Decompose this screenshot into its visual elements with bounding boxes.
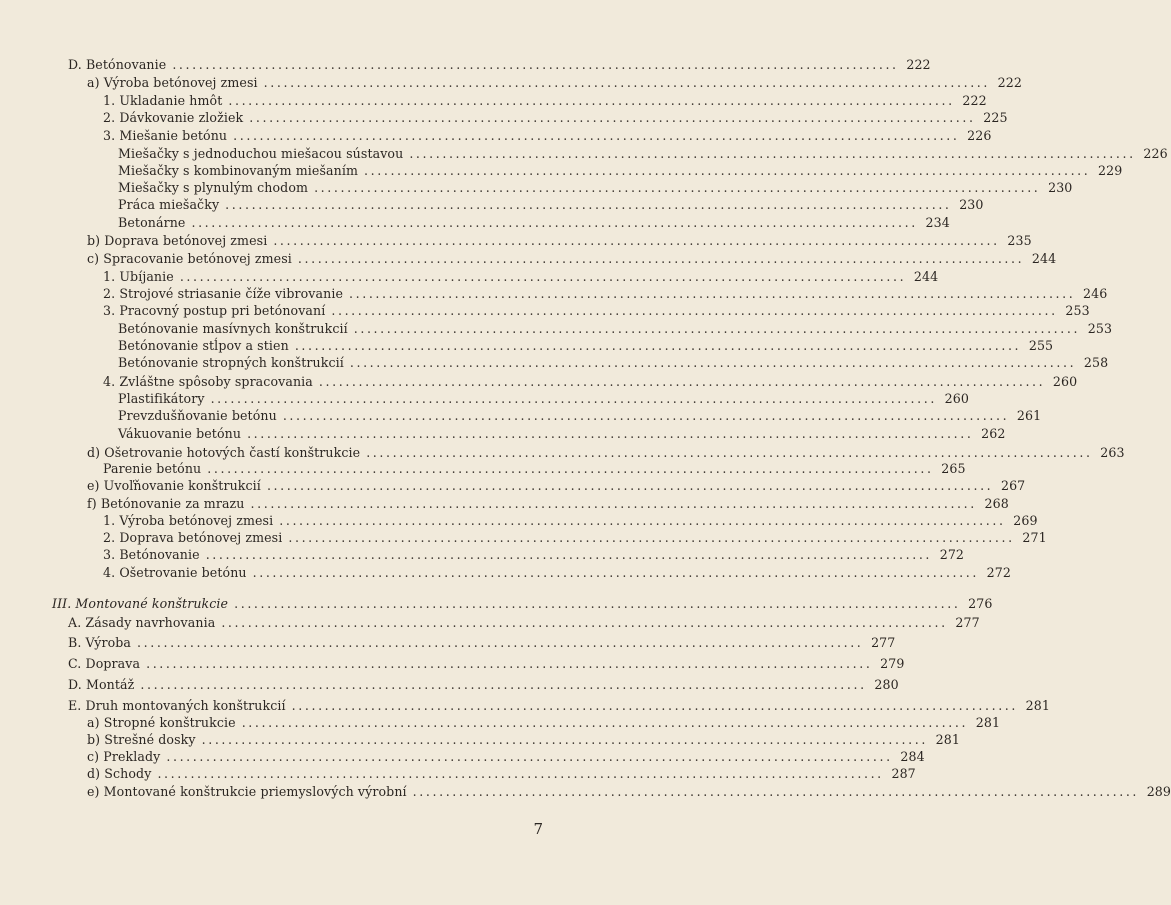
toc-entry-page: 280 <box>874 677 899 692</box>
toc-entry-page: 229 <box>1098 163 1123 178</box>
toc-entry-title: D. Betónovanie <box>68 57 167 72</box>
toc-entry-page: 246 <box>1083 286 1108 301</box>
page-number: 7 <box>533 820 543 838</box>
toc-entry-page: 284 <box>900 749 925 764</box>
toc-entry-page: 265 <box>941 461 966 476</box>
toc-entry <box>87 714 1001 731</box>
toc-entry-page: 267 <box>1000 478 1026 493</box>
toc-entry-title: C. Doprava <box>68 656 141 671</box>
toc-entry-title: Miešačky s kombinovaným miešaním <box>118 163 359 178</box>
leader-dots: .............................................................................................................. <box>294 338 1022 353</box>
leader-dots: .............................................................................................................. <box>157 766 884 781</box>
toc-entry-title: 1. Ukladanie hmôt <box>103 93 223 108</box>
toc-entry <box>118 145 1168 162</box>
toc-entry-title: 1. Výroba betónovej zmesi <box>103 513 274 528</box>
toc-entry <box>68 697 1051 714</box>
toc-entry <box>103 460 966 477</box>
toc-entry-page: 272 <box>939 547 965 562</box>
toc-entry-page: 271 <box>1022 530 1047 545</box>
leader-dots: .............................................................................................................. <box>146 656 873 671</box>
toc-entry-page: 244 <box>1031 251 1057 266</box>
leader-dots: .............................................................................................................. <box>282 408 1010 423</box>
leader-dots: .............................................................................................................. <box>233 128 960 143</box>
toc-entry-page: 281 <box>1025 698 1051 713</box>
toc-entry-page: 222 <box>997 75 1023 90</box>
toc-entry <box>87 74 1023 91</box>
leader-dots: .............................................................................................................. <box>228 93 955 108</box>
toc-entry <box>52 595 993 612</box>
toc-entry-page: 289 <box>1146 784 1171 799</box>
toc-entry-title: 2. Dávkovanie zložiek <box>103 110 244 125</box>
leader-dots: .............................................................................................................. <box>207 461 934 476</box>
leader-dots: .............................................................................................................. <box>166 749 893 764</box>
leader-dots: .............................................................................................................. <box>353 321 1081 336</box>
toc-entry-page: 279 <box>880 656 905 671</box>
toc-entry <box>87 495 1009 512</box>
toc-entry-title: Miešačky s plynulým chodom <box>118 180 309 195</box>
leader-dots: .............................................................................................................. <box>291 698 1019 713</box>
toc-entry <box>118 214 950 231</box>
toc-entry-title: a) Výroba betónovej zmesi <box>87 75 258 90</box>
toc-entry <box>118 407 1042 424</box>
toc-entry-page: 287 <box>891 766 916 781</box>
toc-entry-page: 262 <box>981 426 1006 441</box>
toc-entry <box>118 162 1123 179</box>
toc-entry <box>68 655 905 672</box>
leader-dots: .............................................................................................................. <box>249 110 976 125</box>
leader-dots: .............................................................................................................. <box>263 75 991 90</box>
leader-dots: .............................................................................................................. <box>205 547 933 562</box>
toc-entry <box>68 614 980 631</box>
toc-entry <box>87 477 1026 494</box>
toc-entry <box>118 337 1054 354</box>
leader-dots: .............................................................................................................. <box>241 715 969 730</box>
leader-dots: .............................................................................................................. <box>191 215 918 230</box>
toc-entry-page: 253 <box>1065 303 1090 318</box>
toc-entry-title: Práca miešačky <box>118 197 220 212</box>
toc-entry-page: 281 <box>935 732 960 747</box>
toc-entry-page: 277 <box>955 615 980 630</box>
leader-dots: .............................................................................................................. <box>331 303 1058 318</box>
toc-entry-page: 269 <box>1013 513 1038 528</box>
toc-entry-page: 234 <box>925 215 950 230</box>
toc-entry-page: 260 <box>1052 374 1078 389</box>
toc-entry <box>103 268 939 285</box>
toc-entry-title: Plastifikátory <box>118 391 205 406</box>
toc-entry-title: e) Montované konštrukcie priemyslových výrobní <box>87 784 407 799</box>
toc-entry-title: 2. Doprava betónovej zmesi <box>103 530 283 545</box>
toc-entry-title: D. Montáž <box>68 677 135 692</box>
leader-dots: .............................................................................................................. <box>234 596 961 611</box>
toc-entry-page: 226 <box>967 128 992 143</box>
leader-dots: .............................................................................................................. <box>252 565 979 580</box>
toc-entry-title: 2. Strojové striasanie číže vibrovanie <box>103 286 344 301</box>
toc-entry-title: 4. Ošetrovanie betónu <box>103 565 247 580</box>
leader-dots: .............................................................................................................. <box>266 478 994 493</box>
toc-entry-title: Miešačky s jednoduchou miešacou sústavou <box>118 146 404 161</box>
toc-entry <box>103 92 987 109</box>
leader-dots: .............................................................................................................. <box>250 496 977 511</box>
toc-entry <box>118 425 1006 442</box>
toc-entry <box>103 373 1078 390</box>
toc-entry <box>87 765 916 782</box>
toc-entry <box>103 546 965 563</box>
toc-entry <box>118 179 1073 196</box>
toc-entry-page: 263 <box>1100 445 1125 460</box>
leader-dots: .............................................................................................................. <box>314 180 1041 195</box>
toc-entry <box>87 748 925 765</box>
leader-dots: .............................................................................................................. <box>140 677 867 692</box>
toc-entry-title: d) Schody <box>87 766 152 781</box>
toc-entry <box>103 529 1047 546</box>
toc-entry <box>118 196 984 213</box>
toc-entry <box>103 109 1008 126</box>
toc-entry <box>87 731 960 748</box>
toc-entry <box>103 512 1038 529</box>
toc-entry-title: 3. Betónovanie <box>103 547 200 562</box>
leader-dots: .............................................................................................................. <box>137 635 864 650</box>
toc-entry-title: 3. Pracovný postup pri betónovaní <box>103 303 326 318</box>
toc-entry-title: f) Betónovanie za mrazu <box>87 496 245 511</box>
toc-entry-title: Betónovanie stropných konštrukcií <box>118 355 344 370</box>
toc-entry <box>118 390 969 407</box>
toc-entry-title: A. Zásady navrhovania <box>68 615 216 630</box>
leader-dots: .............................................................................................................. <box>288 530 1015 545</box>
toc-entry-page: 230 <box>1048 180 1073 195</box>
toc-entry-title: Prevzdušňovanie betónu <box>118 408 277 423</box>
toc-entry-title: c) Preklady <box>87 749 161 764</box>
leader-dots: .............................................................................................................. <box>412 784 1140 799</box>
leader-dots: .............................................................................................................. <box>297 251 1025 266</box>
toc-entry <box>103 127 992 144</box>
toc-entry-title: e) Uvoľňovanie konštrukcií <box>87 478 261 493</box>
toc-entry-title: 4. Zvláštne spôsoby spracovania <box>103 374 313 389</box>
toc-entry-title: Betónovanie masívnych konštrukcií <box>118 321 348 336</box>
toc-entry <box>87 444 1125 461</box>
toc-entry-page: 244 <box>913 269 939 284</box>
toc-entry-page: 222 <box>962 93 987 108</box>
leader-dots: .............................................................................................................. <box>366 445 1093 460</box>
toc-entry <box>87 232 1032 249</box>
toc-entry-title: B. Výroba <box>68 635 132 650</box>
leader-dots: .............................................................................................................. <box>273 233 1000 248</box>
leader-dots: .............................................................................................................. <box>210 391 937 406</box>
leader-dots: .............................................................................................................. <box>409 146 1136 161</box>
toc-entry <box>103 285 1108 302</box>
toc-entry-page: 258 <box>1083 355 1109 370</box>
toc-entry-title: a) Stropné konštrukcie <box>87 715 236 730</box>
leader-dots: .............................................................................................................. <box>349 286 1076 301</box>
toc-entry-page: 268 <box>984 496 1009 511</box>
toc-entry-page: 281 <box>975 715 1001 730</box>
toc-entry-page: 226 <box>1143 146 1168 161</box>
toc-entry <box>68 676 899 693</box>
toc-entry-title: 3. Miešanie betónu <box>103 128 228 143</box>
toc-entry-page: 230 <box>959 197 984 212</box>
leader-dots: .............................................................................................................. <box>318 374 1046 389</box>
toc-entry <box>87 783 1171 800</box>
leader-dots: .............................................................................................................. <box>221 615 948 630</box>
leader-dots: .............................................................................................................. <box>349 355 1077 370</box>
toc-entry <box>118 354 1109 371</box>
leader-dots: .............................................................................................................. <box>279 513 1006 528</box>
leader-dots: .............................................................................................................. <box>247 426 974 441</box>
toc-entry-page: 253 <box>1087 321 1113 336</box>
toc-entry-title: Betonárne <box>118 215 186 230</box>
toc-entry-title: Vákuovanie betónu <box>118 426 242 441</box>
toc-entry-page: 277 <box>871 635 896 650</box>
toc-entry-page: 255 <box>1028 338 1054 353</box>
toc-entry-page: 272 <box>986 565 1011 580</box>
toc-entry-title: c) Spracovanie betónovej zmesi <box>87 251 292 266</box>
toc-entry-page: 235 <box>1007 233 1032 248</box>
toc-entry-page: 260 <box>944 391 969 406</box>
leader-dots: .............................................................................................................. <box>201 732 928 747</box>
toc-entry-title: d) Ošetrovanie hotových častí konštrukcie <box>87 445 361 460</box>
leader-dots: .............................................................................................................. <box>179 269 907 284</box>
toc-entry-title: III. Montované konštrukcie <box>52 596 229 611</box>
toc-entry-title: Betónovanie stĺpov a stien <box>118 338 289 353</box>
toc-entry <box>118 320 1113 337</box>
toc-entry <box>103 564 1011 581</box>
leader-dots: .............................................................................................................. <box>172 57 899 72</box>
toc-entry <box>87 250 1057 267</box>
toc-entry-page: 276 <box>968 596 993 611</box>
toc-entry <box>103 302 1090 319</box>
toc-entry-page: 261 <box>1016 408 1042 423</box>
leader-dots: .............................................................................................................. <box>225 197 952 212</box>
toc-entry-page: 222 <box>906 57 931 72</box>
toc-entry <box>68 634 896 651</box>
toc-entry-title: Parenie betónu <box>103 461 202 476</box>
toc-entry-title: b) Doprava betónovej zmesi <box>87 233 268 248</box>
toc-entry-title: b) Strešné dosky <box>87 732 196 747</box>
toc-entry <box>68 56 931 73</box>
toc-entry-title: E. Druh montovaných konštrukcií <box>68 698 286 713</box>
leader-dots: .............................................................................................................. <box>364 163 1091 178</box>
toc-entry-page: 225 <box>983 110 1008 125</box>
toc-entry-title: 1. Ubíjanie <box>103 269 174 284</box>
